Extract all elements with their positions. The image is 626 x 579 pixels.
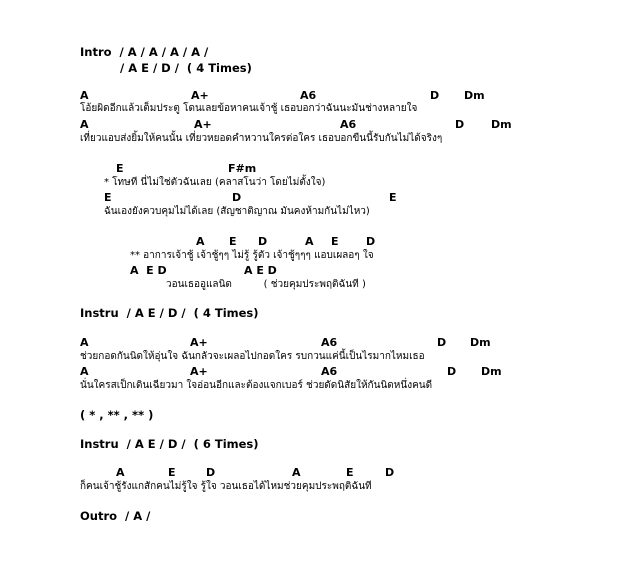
lyric-line: ก็คนเจ้าชู้รังแกสักคนไม่รู้ใจ รู้ใจ วอนเธอได้ไหมช่วยคุมประพฤติฉันที: [80, 481, 372, 492]
chord: A E D: [130, 264, 167, 277]
chord: A E D: [244, 264, 277, 277]
chord: A+: [190, 365, 208, 378]
lyric-line: ช่วยกอดกันนิดให้อุ่นใจ ฉันกลัวจะเผลอไปกอดใคร รบกวนแค่นี้เป็นไรมากไหมเธอ: [80, 351, 425, 362]
chord: A: [196, 235, 205, 248]
intro-line-1: Intro / A / A / A / A /: [80, 45, 209, 59]
instrumental-line: Instru / A E / D / ( 6 Times): [80, 437, 259, 451]
chord: D: [206, 466, 216, 479]
chord: A: [305, 235, 314, 248]
chord: D: [385, 466, 395, 479]
chord-row: [0, 466, 626, 480]
chord: E: [104, 191, 112, 204]
chord: D: [366, 235, 376, 248]
chord: D: [430, 89, 440, 102]
chord: D: [437, 336, 447, 349]
chord: E: [331, 235, 339, 248]
chord: Dm: [481, 365, 502, 378]
lyric-line: ฉันเองยังควบคุมไม่ได้เลย (สัญชาติญาณ มันคงห้ามกันไม่ไหว): [104, 206, 370, 217]
lyric-line: นั่นใครสเป็กเดินเฉียวมา ใจอ่อนอีกและต้องแจกเบอร์ ช่วยดัดนิสัยให้กันนิดหนึ่งคนดี: [80, 380, 433, 391]
chord-row: [0, 235, 626, 249]
chord-row: [0, 264, 626, 278]
chord: D: [455, 118, 465, 131]
chord: E: [229, 235, 237, 248]
chord-row: [0, 162, 626, 176]
chord: D: [258, 235, 268, 248]
chord: E: [116, 162, 124, 175]
repeat-marker: ( * , ** , ** ): [80, 408, 154, 422]
chord-row: [0, 118, 626, 132]
chord: A: [80, 365, 89, 378]
chord: A: [80, 336, 89, 349]
chord: E: [389, 191, 397, 204]
lyric-line: * โทษที นี่ไม่ใช่ตัวฉันเลย (คลาสโนว่า โดยไม่ตั้งใจ): [104, 177, 326, 188]
lyric-line: วอนเธออูแลนิด ( ช่วยคุมประพฤติฉันที ): [166, 279, 366, 290]
chord: D: [232, 191, 242, 204]
chord: A: [80, 118, 89, 131]
chord: Dm: [491, 118, 512, 131]
chord: Dm: [470, 336, 491, 349]
chord: A: [80, 89, 89, 102]
lyric-line: โอ้ยผิดอีกแล้วเต็มประตู โดนเลยข้อหาคนเจ้าชู้ เธอบอกว่าฉันนะมันช่างหลายใจ: [80, 103, 418, 114]
chord: Dm: [464, 89, 485, 102]
chord: A: [292, 466, 301, 479]
lyric-line: เที่ยวแอบส่งยิ้มให้คนนั้น เที่ยวหยอดคำหวานใครต่อใคร เธอบอกขืนนี้รับกันไม่ได้จริงๆ: [80, 133, 443, 144]
chord-row: [0, 365, 626, 379]
chord: A+: [194, 118, 212, 131]
chord: A: [116, 466, 125, 479]
instrumental-line: Instru / A E / D / ( 4 Times): [80, 306, 259, 320]
chord: D: [447, 365, 457, 378]
chord: E: [168, 466, 176, 479]
chord: A6: [321, 365, 338, 378]
chord: F#m: [228, 162, 257, 175]
chord: A+: [191, 89, 209, 102]
chord-row: [0, 191, 626, 205]
outro-line: Outro / A /: [80, 509, 151, 523]
chord: A6: [340, 118, 357, 131]
intro-line-2: / A E / D / ( 4 Times): [120, 61, 252, 75]
chord: A6: [300, 89, 317, 102]
chord: A6: [321, 336, 338, 349]
chord-row: [0, 89, 626, 103]
lyric-line: ** อาการเจ้าชู้ เจ้าชู้ๆๆ ไม่รู้ รู้ตัว เจ้าชู้ๆๆๆ แอบเผลอๆ ใจ: [130, 250, 374, 261]
chord: A+: [190, 336, 208, 349]
chord: E: [346, 466, 354, 479]
chord-row: [0, 336, 626, 350]
